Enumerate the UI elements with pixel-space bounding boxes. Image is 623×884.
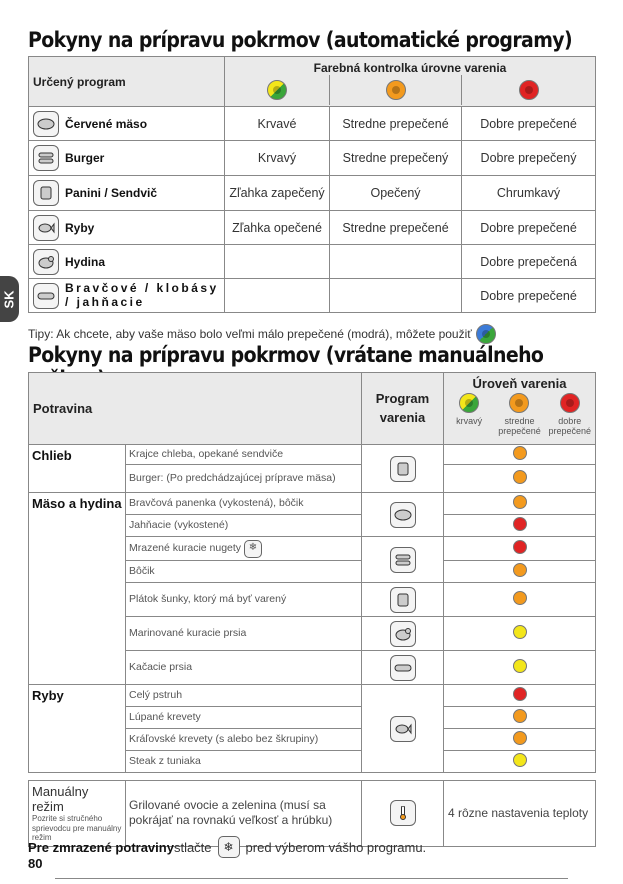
col-food-header: Potravina	[29, 373, 362, 445]
lamp-well-icon	[560, 393, 580, 413]
list-item: Steak z tuniaka	[126, 751, 362, 773]
sandwich-icon	[390, 587, 416, 613]
col-level-header: Úroveň varenia	[472, 376, 567, 391]
manual-desc: Grilované ovocie a zelenina (musí sa pokrájať na rovnakú veľkosť a hrúbku)	[126, 781, 362, 847]
cooking-guide-table: Potravina Program varenia Úroveň varenia krvavý stredne prepečené dobre prepečené Chlieb Krajce chleba, opekané sendviče Burger: (Po predchádzajúcej príprave mäsa) Mäso a hydina Bravčová panenka (vykostená), bôčik Jahňacie (vykostené) Mrazené kuracie nugety ❄ Bôčik Plátok šunky, ktorý má byť varený Marinované kuracie prsia Kačacie prsia Ryby Celý pstruh Lúpané krevety Kráľovské krevety (s alebo bez škrupiny) Steak z tuniaka Manuálny režim Pozrite si stručného sprievodcu pre manuálny režim Grilované ovocie a zelenina (musí sa pokrájať na rovnakú veľkosť a hrúbku) 4 rôzne nastavenia teploty	[28, 372, 596, 847]
steak-icon	[390, 502, 416, 528]
sausage-icon	[390, 655, 416, 681]
level-dot	[513, 517, 527, 531]
level-dot	[513, 446, 527, 460]
lamp-rare-icon	[267, 80, 287, 100]
sandwich-icon	[33, 180, 59, 206]
table-row: Panini / Sendvič Zľahka zapečený Opečený Chrumkavý	[29, 176, 596, 211]
group-bread: Chlieb	[29, 445, 126, 493]
lamp-medium-icon	[509, 393, 529, 413]
burger-icon	[33, 145, 59, 171]
snowflake-icon: ❄	[244, 540, 262, 558]
thermometer-icon	[390, 800, 416, 826]
table-row: Bravčové / klobásy / jahňacie Dobre prepečené	[29, 279, 596, 313]
col-lamp-header: Farebná kontrolka úrovne varenia	[313, 61, 507, 75]
section2-title: Pokyny na prípravu pokrmov (vrátane manuálneho režimu)	[28, 343, 544, 391]
list-item: Mrazené kuracie nugety ❄	[126, 537, 362, 561]
table-row: Červené mäso Krvavé Stredne prepečené Dobre prepečené	[29, 107, 596, 141]
list-item: Lúpané krevety	[126, 707, 362, 729]
page-number: 80	[28, 856, 43, 871]
level-dot	[513, 687, 527, 701]
lamp-well-icon	[519, 80, 539, 100]
col-program-header: Určený program	[29, 57, 225, 107]
language-tab: SK	[0, 276, 19, 322]
snowflake-icon: ❄	[218, 836, 240, 858]
level-dot	[513, 563, 527, 577]
list-item: Kráľovské krevety (s alebo bez škrupiny)	[126, 729, 362, 751]
tip-text: Tipy: Ak chcete, aby vaše mäso bolo veľmi málo prepečené (modrá), môžete použiť	[28, 324, 496, 344]
steak-icon	[33, 111, 59, 137]
level-dot	[513, 753, 527, 767]
level-dot	[513, 591, 527, 605]
chicken-icon	[390, 621, 416, 647]
list-item: Bravčová panenka (vykostená), bôčik	[126, 493, 362, 515]
section1-title: Pokyny na prípravu pokrmov (automatické programy)	[28, 28, 573, 52]
table-row: Ryby Zľahka opečené Stredne prepečené Dobre prepečené	[29, 211, 596, 245]
list-item: Kačacie prsia	[126, 651, 362, 685]
chicken-icon	[33, 249, 59, 275]
sausage-icon	[33, 283, 59, 309]
fish-icon	[390, 716, 416, 742]
list-item: Jahňacie (vykostené)	[126, 515, 362, 537]
level-dot	[513, 659, 527, 673]
list-item: Marinované kuracie prsia	[126, 617, 362, 651]
manual-mode-cell: Manuálny režim Pozrite si stručného sprievodcu pre manuálny režim	[29, 781, 126, 847]
footer-rule	[55, 878, 568, 879]
level-dot	[513, 495, 527, 509]
level-dot	[513, 625, 527, 639]
lamp-blue-icon	[476, 324, 496, 344]
list-item: Bôčik	[126, 561, 362, 583]
auto-programs-table	[28, 56, 596, 313]
table-row: Hydina Dobre prepečená	[29, 245, 596, 279]
list-item: Plátok šunky, ktorý má byť varený	[126, 583, 362, 617]
list-item: Celý pstruh	[126, 685, 362, 707]
table-row: Burger Krvavý Stredne prepečený Dobre prepečený	[29, 141, 596, 176]
sandwich-icon	[390, 456, 416, 482]
burger-icon	[390, 547, 416, 573]
level-dot	[513, 731, 527, 745]
col-program-header: Program varenia	[362, 373, 444, 445]
list-item: Krajce chleba, opekané sendviče	[126, 445, 362, 465]
group-fish: Ryby	[29, 685, 126, 773]
level-dot	[513, 709, 527, 723]
frozen-note: Pre zmrazené potravinystlačte ❄ pred výberom vášho programu.	[28, 836, 426, 858]
group-meat: Mäso a hydina	[29, 493, 126, 685]
lamp-rare-icon	[459, 393, 479, 413]
fish-icon	[33, 215, 59, 241]
level-dot	[513, 540, 527, 554]
level-dot	[513, 470, 527, 484]
manual-temp: 4 rôzne nastavenia teploty	[444, 781, 596, 847]
list-item: Burger: (Po predchádzajúcej príprave mäsa)	[126, 465, 362, 493]
lamp-medium-icon	[386, 80, 406, 100]
